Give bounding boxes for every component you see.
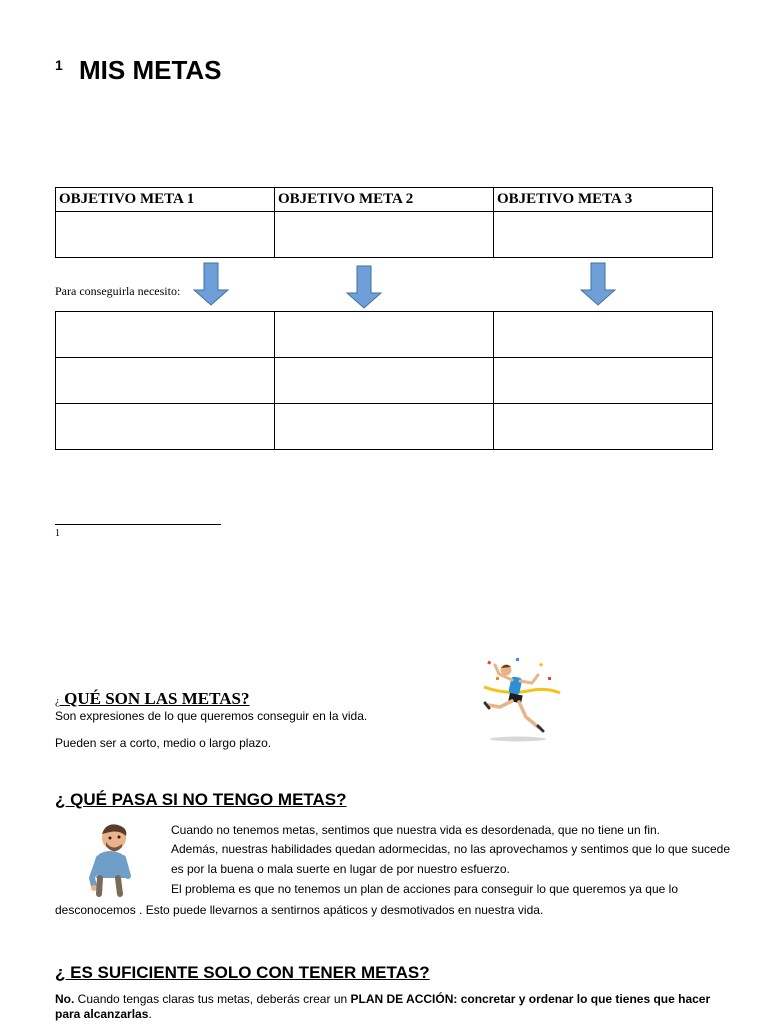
- down-arrow-icon: [580, 262, 616, 306]
- need-cell[interactable]: [56, 358, 275, 404]
- text: concretar y ordenar lo que tienes que hacer: [457, 992, 711, 1006]
- text: para alcanzarlas: [55, 1007, 149, 1021]
- text: Cuando tengas claras tus metas, deberás crear un: [74, 992, 351, 1006]
- need-label: Para conseguirla necesito:: [55, 284, 181, 298]
- no-word: No.: [55, 992, 75, 1006]
- paragraph-line: es por la buena o mala suerte en lugar de por nuestro esfuerzo.: [171, 862, 510, 876]
- need-cell[interactable]: [494, 404, 713, 450]
- paragraph-line: Además, nuestras habilidades quedan adormecidas, no las aprovechamos y sentimos que lo que sucede: [171, 842, 731, 856]
- sad-man-illustration: [82, 820, 140, 900]
- goal-header-2: OBJETIVO META 2: [275, 188, 494, 212]
- text: .: [148, 1007, 152, 1021]
- paragraph-line: Cuando no tenemos metas, sentimos que nuestra vida es desordenada, que no tiene un fin.: [171, 823, 660, 837]
- footnote-number: 1: [55, 528, 60, 539]
- paragraph-line: El problema es que no tenemos un plan de acciones para conseguir lo que queremos ya que lo: [171, 882, 678, 896]
- section-heading-no-goals: ¿ QUÉ PASA SI NO TENGO METAS?: [55, 790, 347, 809]
- paragraph-line: desconocemos . Esto puede llevarnos a sentirnos apáticos y desmotivados en nuestra vida.: [55, 903, 544, 917]
- footnote-separator: [55, 524, 221, 525]
- down-arrow-icon: [193, 262, 229, 306]
- goal-cell-1[interactable]: [56, 212, 275, 258]
- page-title: MIS METAS: [79, 55, 222, 85]
- goal-header-3: OBJETIVO META 3: [494, 188, 713, 212]
- needs-table: [55, 311, 713, 450]
- need-cell[interactable]: [494, 312, 713, 358]
- paragraph: [55, 992, 725, 1022]
- need-cell[interactable]: [56, 312, 275, 358]
- down-arrow-icon: [346, 265, 382, 309]
- goal-cell-3[interactable]: [494, 212, 713, 258]
- paragraph: Son expresiones de lo que queremos conseguir en la vida.: [55, 709, 368, 723]
- section-heading-enough: ¿ ES SUFICIENTE SOLO CON TENER METAS?: [55, 963, 430, 982]
- goal-cell-2[interactable]: [275, 212, 494, 258]
- question-mark: ¿: [55, 695, 60, 707]
- plan-label: PLAN DE ACCIÓN:: [350, 992, 458, 1006]
- runner-illustration: [476, 655, 566, 745]
- need-cell[interactable]: [275, 312, 494, 358]
- heading-text: QUÉ SON LAS METAS?: [64, 689, 250, 708]
- goals-table: [55, 187, 713, 258]
- need-cell[interactable]: [275, 404, 494, 450]
- paragraph: Pueden ser a corto, medio o largo plazo.: [55, 736, 272, 750]
- title-footnote-ref: 1: [55, 57, 63, 73]
- need-cell[interactable]: [275, 358, 494, 404]
- need-cell[interactable]: [56, 404, 275, 450]
- need-cell[interactable]: [494, 358, 713, 404]
- goal-header-1: OBJETIVO META 1: [56, 188, 275, 212]
